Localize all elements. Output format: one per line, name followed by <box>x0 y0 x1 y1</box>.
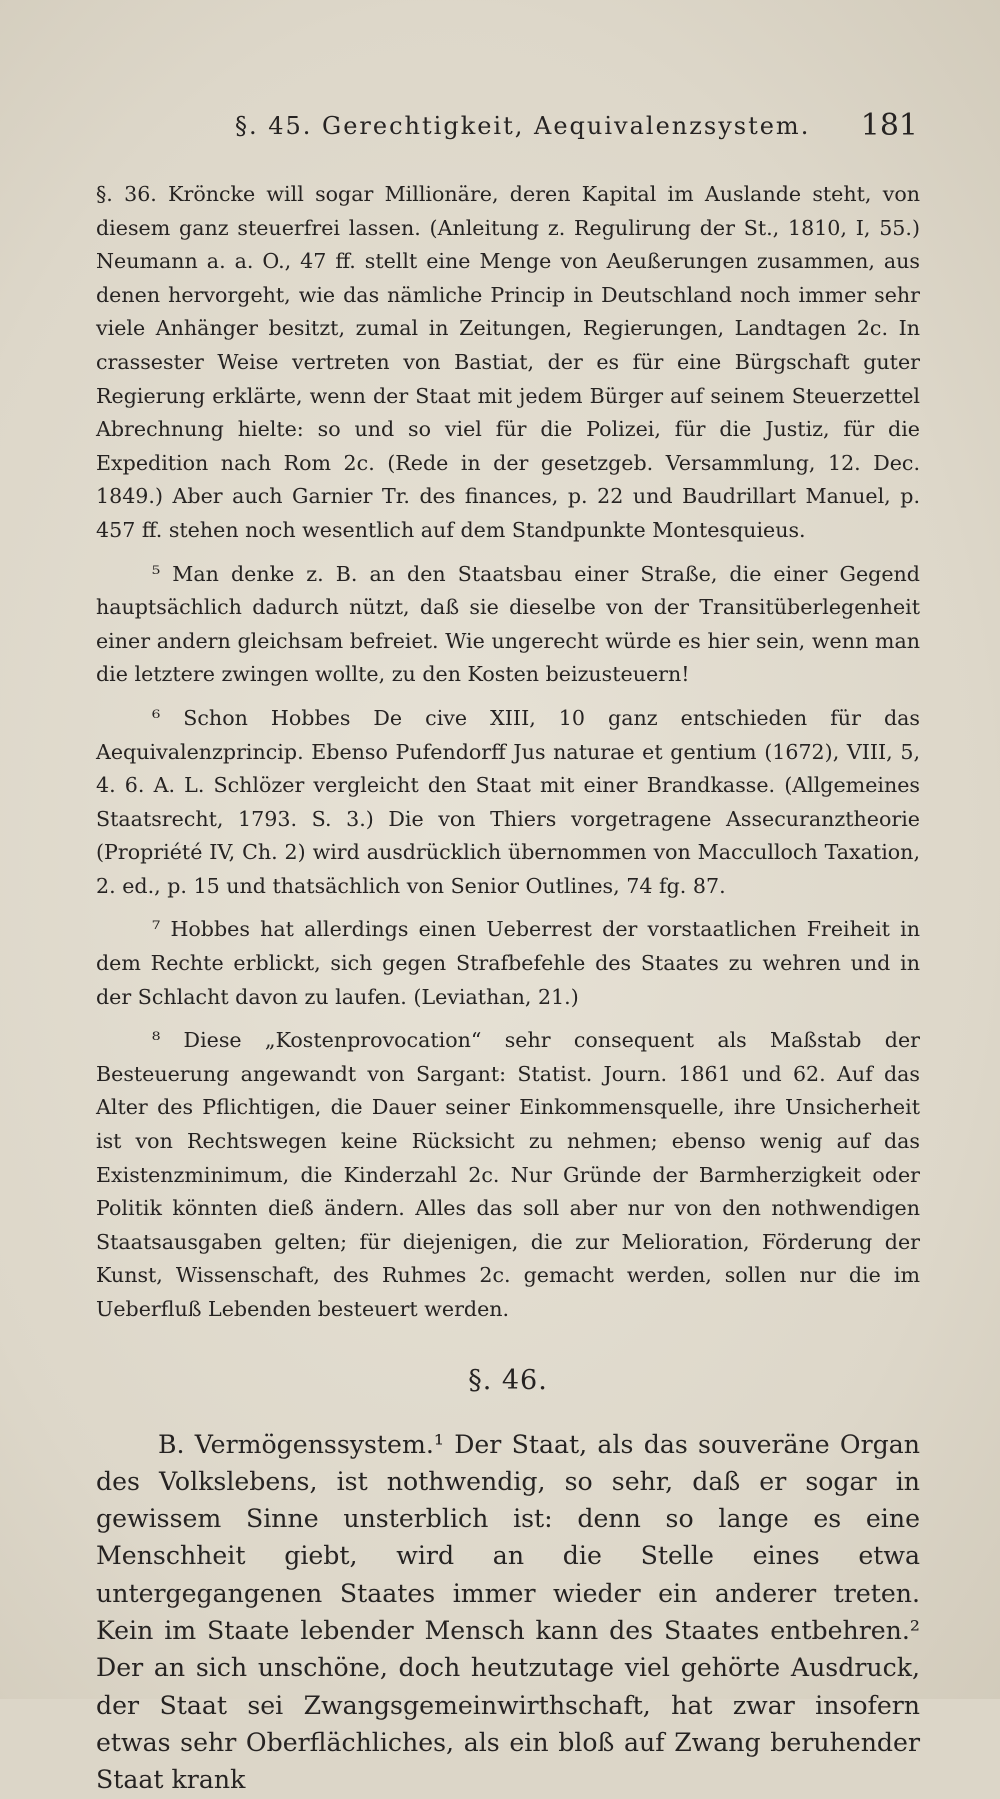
footnote-continuation: §. 36. Kröncke will sogar Millionäre, deren Kapital im Auslande steht, von diesem ganz steuerfrei lassen. (Anleitung z. Regulirung der St., 1810, I, 55.) Neumann a. a. O., 47 ff. stellt eine Menge von Aeußerungen zusammen, aus denen hervorgeht, wie das nämliche Princip in Deutschland noch immer sehr viele Anhänger besitzt, zumal in Zeitungen, Regierungen, Landtagen 2c. In crassester Weise vertreten von Bastiat, der es für eine Bürgschaft guter Regierung erklärte, wenn der Staat mit jedem Bürger auf seinem Steuerzettel Abrechnung hielte: so und so viel für die Polizei, für die Justiz, für die Expedition nach Rom 2c. (Rede in der gesetzgeb. Versammlung, 12. Dec. 1849.) Aber auch Garnier Tr. des finances, p. 22 und Baudrillart Manuel, p. 457 ff. stehen noch wesentlich auf dem Standpunkte Montesquieus. <box>96 182 920 542</box>
section-heading: §. 46. <box>468 1364 548 1396</box>
footnote-8: ⁸ Diese „Kostenprovocation“ sehr consequent als Maßstab der Besteuerung angewandt von Sargant: Statist. Journ. 1861 und 62. Auf das Alter des Pflichtigen, die Dauer seiner Einkommensquelle, ihre Unsicherheit ist von Rechtswegen keine Rücksicht zu nehmen; ebenso wenig auf das Existenzminimum, die Kinderzahl 2c. Nur Gründe der Barmherzigkeit oder Politik könnten dieß ändern. Alles das soll aber nur von den nothwendigen Staatsausgaben gelten; für diejenigen, die zur Melioration, Förderung der Kunst, Wissenschaft, des Ruhmes 2c. gemacht werden, sollen nur die im Ueberfluß Lebenden besteuert werden. <box>96 1028 920 1321</box>
page-header <box>90 108 918 148</box>
footnote-7: ⁷ Hobbes hat allerdings einen Ueberrest der vorstaatlichen Freiheit in dem Rechte erblickt, sich gegen Strafbefehle des Staates zu wehren und in der Schlacht davon zu laufen. (Leviathan, 21.) <box>96 917 920 1009</box>
page-body <box>96 178 920 1799</box>
page-number: 181 <box>860 108 918 143</box>
footnote-5: ⁵ Man denke z. B. an den Staatsbau einer Straße, die einer Gegend hauptsächlich dadurch nützt, daß sie dieselbe von der Transitüberlegenheit einer andern gleichsam befreiet. Wie ungerecht würde es hier sein, wenn man die letztere zwingen wollte, zu den Kosten beizusteuern! <box>96 561 920 687</box>
footnote-6: ⁶ Schon Hobbes De cive XIII, 10 ganz entschieden für das Aequivalenzprincip. Ebenso Pufendorff Jus naturae et gentium (1672), VIII, 5, 4. 6. A. L. Schlözer vergleicht den Staat mit einer Brandkasse. (Allgemeines Staatsrecht, 1793. S. 3.) Die von Thiers vorgetragene Assecuranztheorie (Propriété IV, Ch. 2) wird ausdrücklich übernommen von Macculloch Taxation, 2. ed., p. 15 und thatsächlich von Senior Outlines, 74 fg. 87. <box>96 705 920 898</box>
running-head: §. 45. Gerechtigkeit, Aequivalenzsystem. <box>235 112 811 140</box>
section-body-text: B. Vermögenssystem.¹ Der Staat, als das souveräne Organ des Volkslebens, ist nothwendig, so sehr, daß er sogar in gewissem Sinne unsterblich ist: denn so lange es eine Menschheit giebt, wird an die Stelle eines etwa untergegangenen Staates immer wieder ein anderer treten. Kein im Staate lebender Mensch kann des Staates entbehren.² Der an sich unschöne, doch heutzutage viel gehörte Ausdruck, der Staat sei Zwangsgemeinwirthschaft, hat zwar insofern etwas sehr Oberflächliches, als ein bloß auf Zwang beruhender Staat krank <box>96 1429 920 1795</box>
